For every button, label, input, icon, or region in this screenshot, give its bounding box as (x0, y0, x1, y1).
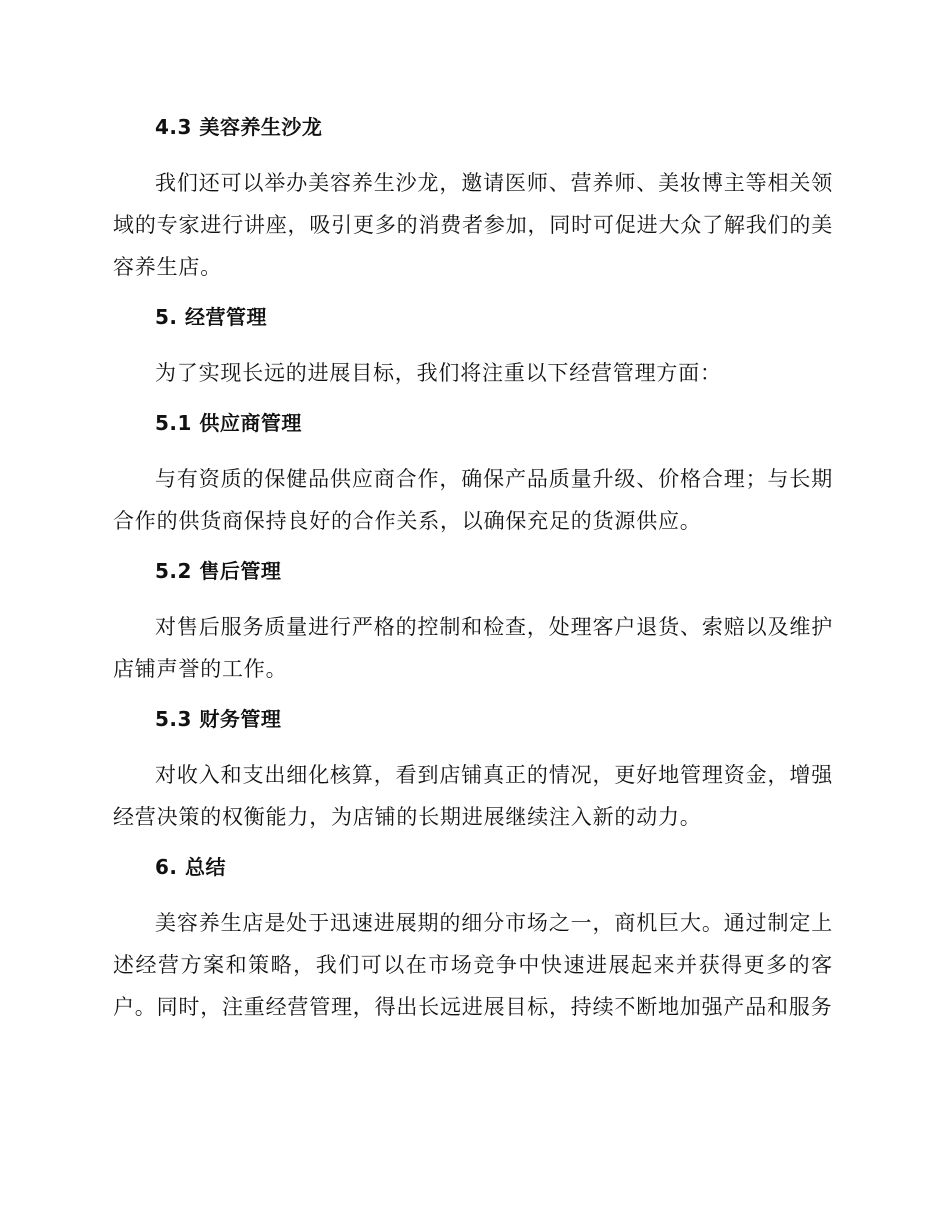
paragraph-management-intro: 为了实现长远的进展目标，我们将注重以下经营管理方面： (155, 361, 722, 385)
section-heading-4-3: 4.3 美容养生沙龙 (155, 115, 323, 139)
section-heading-5-3: 5.3 财务管理 (155, 707, 282, 731)
paragraph-salon: 我们还可以举办美容养生沙龙，邀请医师、营养师、美妆博主等相关领域的专家进行讲座，吸引更多的消费者参加，同时可促进大众了解我们的美容养生店。 (113, 171, 833, 279)
paragraph-after-sales: 对售后服务质量进行严格的控制和检查，处理客户退货、索赔以及维护店铺声誉的工作。 (113, 615, 833, 681)
paragraph-finance: 对收入和支出细化核算，看到店铺真正的情况，更好地管理资金，增强经营决策的权衡能力，为店铺的长期进展继续注入新的动力。 (113, 763, 833, 829)
section-heading-6: 6. 总结 (155, 855, 226, 879)
paragraph-summary: 美容养生店是处于迅速进展期的细分市场之一，商机巨大。通过制定上述经营方案和策略，我们可以在市场竞争中快速进展起来并获得更多的客户。同时，注重经营管理，得出长远进展目标，持续不断地加强产品和服务 (113, 911, 833, 1019)
section-heading-5: 5. 经营管理 (155, 305, 267, 329)
paragraph-supplier: 与有资质的保健品供应商合作，确保产品质量升级、价格合理；与长期合作的供货商保持良好的合作关系，以确保充足的货源供应。 (113, 467, 833, 533)
document-body (113, 112, 833, 1042)
section-heading-5-2: 5.2 售后管理 (155, 559, 282, 583)
section-heading-5-1: 5.1 供应商管理 (155, 411, 302, 435)
